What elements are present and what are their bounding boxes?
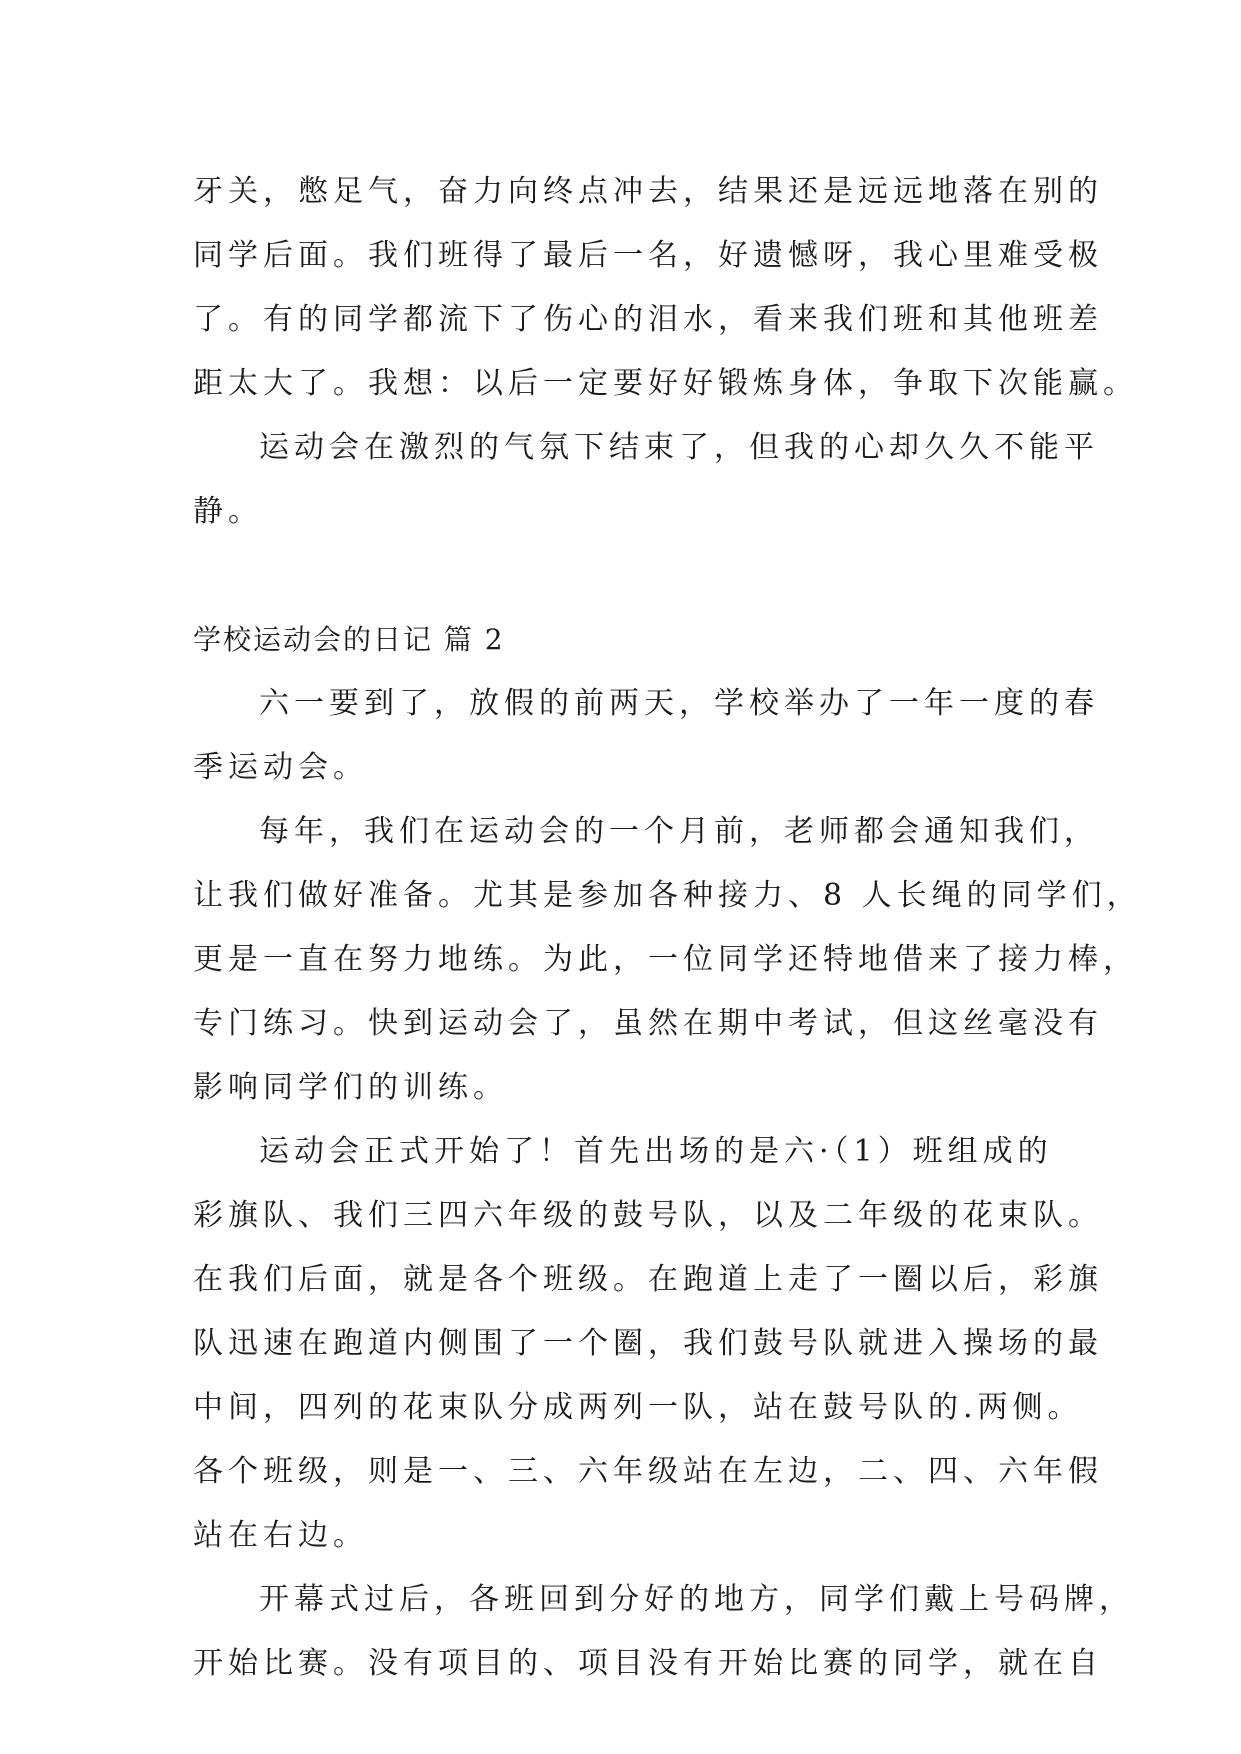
paragraph <box>193 1120 1103 1568</box>
paragraph <box>193 800 1142 1120</box>
text-line: 静。 <box>193 494 263 529</box>
text-line: 季运动会。 <box>193 750 368 785</box>
text-line: 运动会在激烈的气氛下结束了，但我的心却久久不能平 <box>259 430 1099 465</box>
text-line: 同学后面。我们班得了最后一名，好遗憾呀，我心里难受极 <box>193 238 1103 273</box>
text-line: 站在右边。 <box>193 1518 368 1553</box>
text-line: 影响同学们的训练。 <box>193 1070 508 1105</box>
text-line: 距太大了。我想：以后一定要好好锻炼身体，争取下次能赢。 <box>193 366 1138 401</box>
text-line: 运动会正式开始了！首先出场的是六·（1）班组成的 <box>259 1134 1053 1169</box>
text-line: 开幕式过后，各班回到分好的地方，同学们戴上号码牌， <box>259 1582 1134 1617</box>
text-line: 中间，四列的花束队分成两列一队，站在鼓号队的.两侧。 <box>193 1390 1083 1425</box>
paragraph <box>193 672 1099 800</box>
text-line: 专门练习。快到运动会了，虽然在期中考试，但这丝毫没有 <box>193 1006 1103 1041</box>
text-line: 开始比赛。没有项目的、项目没有开始比赛的同学，就在自 <box>193 1646 1103 1681</box>
text-line: 彩旗队、我们三四六年级的鼓号队，以及二年级的花束队。 <box>193 1198 1103 1233</box>
paragraph <box>193 416 1099 544</box>
text-line: 每年，我们在运动会的一个月前，老师都会通知我们， <box>259 814 1099 849</box>
document-body <box>193 160 1142 1696</box>
text-line: 了。有的同学都流下了伤心的泪水，看来我们班和其他班差 <box>193 302 1103 337</box>
text-line: 更是一直在努力地练。为此，一位同学还特地借来了接力棒， <box>193 942 1138 977</box>
text-line: 队迅速在跑道内侧围了一个圈，我们鼓号队就进入操场的最 <box>193 1326 1103 1361</box>
section-spacer <box>193 544 1048 608</box>
paragraph <box>193 160 1138 416</box>
text-line: 在我们后面，就是各个班级。在跑道上走了一圈以后，彩旗 <box>193 1262 1103 1297</box>
paragraph <box>193 1568 1134 1696</box>
text-line: 牙关，憋足气，奋力向终点冲去，结果还是远远地落在别的 <box>193 174 1103 209</box>
text-line: 六一要到了，放假的前两天，学校举办了一年一度的春 <box>259 686 1099 721</box>
text-line: 让我们做好准备。尤其是参加各种接力、8 人长绳的同学们， <box>193 878 1142 913</box>
text-line: 各个班级，则是一、三、六年级站在左边，二、四、六年假 <box>193 1454 1103 1489</box>
section-heading: 学校运动会的日记 篇 2 <box>193 623 505 656</box>
